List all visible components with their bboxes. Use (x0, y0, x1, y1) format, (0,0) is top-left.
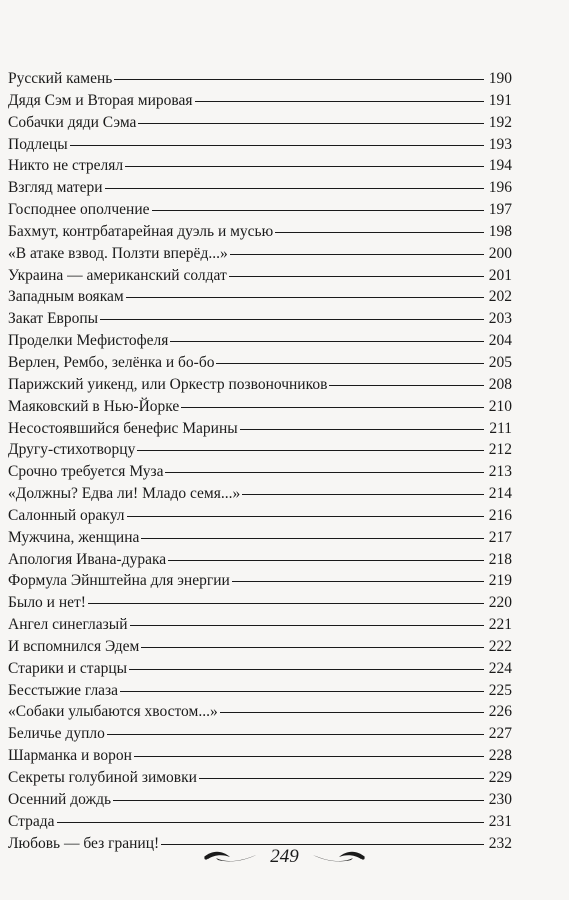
toc-entry-page: 213 (488, 463, 512, 481)
toc-entry-title: Взгляд матери (8, 179, 103, 197)
toc-entry-title: Салонный оракул (8, 506, 125, 524)
toc-leader-line (137, 450, 484, 451)
toc-entry-page: 220 (488, 594, 512, 612)
toc-leader-line (161, 844, 484, 845)
toc-leader-line (134, 756, 484, 757)
toc-leader-line (199, 778, 484, 779)
toc-entry-title: Осенний дождь (8, 790, 112, 808)
toc-entry[interactable] (8, 90, 512, 112)
toc-entry-title: Подлецы (8, 135, 68, 153)
toc-entry-page: 224 (488, 659, 512, 677)
toc-leader-line (127, 516, 484, 517)
toc-leader-line (230, 254, 484, 255)
toc-leader-line (329, 385, 484, 386)
toc-entry-title: Русский камень (8, 70, 113, 87)
toc-entry-title: Секреты голубиной зимовки (8, 769, 197, 786)
toc-leader-line (138, 123, 484, 124)
toc-leader-line (240, 429, 484, 430)
toc-entry-page: 211 (489, 419, 512, 437)
toc-entry[interactable] (8, 374, 512, 396)
toc-entry-page: 196 (488, 179, 512, 197)
toc-entry-title: Несостоявшийся бенефис Марины (8, 419, 238, 437)
toc-entry-page: 217 (488, 528, 512, 546)
toc-entry[interactable] (8, 680, 512, 702)
toc-entry-page: 226 (488, 703, 512, 721)
toc-leader-line (152, 210, 485, 211)
toc-entry[interactable] (8, 418, 512, 440)
toc-entry-title: Проделки Мефистофеля (8, 332, 169, 350)
toc-entry[interactable] (8, 286, 512, 308)
toc-entry[interactable] (8, 199, 512, 221)
toc-entry-title: Ангел синеглазый (8, 616, 128, 634)
toc-entry-page: 216 (488, 506, 512, 524)
ornament-right-icon (309, 849, 367, 865)
toc-leader-line (195, 101, 484, 102)
toc-entry-page: 200 (488, 244, 512, 262)
page-number: 249 (270, 846, 299, 867)
toc-entry-title: Бахмут, контрбатарейная дуэль и мусью (8, 222, 274, 240)
toc-entry[interactable] (8, 483, 512, 505)
toc-entry[interactable] (8, 439, 512, 461)
toc-entry-page: 230 (488, 790, 512, 808)
toc-entry[interactable] (8, 396, 512, 418)
toc-entry-page: 210 (488, 397, 512, 415)
toc-leader-line (168, 560, 484, 561)
toc-leader-line (125, 166, 484, 167)
toc-entry-page: 205 (488, 353, 512, 371)
toc-entry-page: 201 (488, 266, 512, 284)
toc-entry-page: 212 (488, 441, 512, 459)
toc-leader-line (130, 625, 485, 626)
toc-entry[interactable] (8, 811, 512, 833)
toc-leader-line (57, 822, 485, 823)
toc-entry-title: Было и нет! (8, 594, 86, 612)
ornament-left-icon (202, 849, 260, 865)
toc-leader-line (141, 538, 484, 539)
page-footer (0, 846, 569, 868)
toc-leader-line (113, 800, 484, 801)
toc-leader-line (70, 145, 484, 146)
toc-entry-title: Старики и старцы (8, 659, 128, 677)
toc-entry[interactable] (8, 134, 512, 156)
toc-entry-title: Верлен, Рембо, зелёнка и бо-бо (8, 353, 215, 371)
toc-entry-page: 231 (488, 812, 512, 830)
toc-entry[interactable] (8, 723, 512, 745)
toc-entry-title: Срочно требуется Муза (8, 463, 164, 481)
toc-entry[interactable] (8, 658, 512, 680)
toc-leader-line (105, 188, 484, 189)
toc-entry[interactable] (8, 221, 512, 243)
toc-entry[interactable] (8, 330, 512, 352)
toc-leader-line (275, 232, 484, 233)
toc-entry[interactable] (8, 549, 512, 571)
toc-entry[interactable] (8, 461, 512, 483)
toc-entry-page: 204 (488, 332, 512, 350)
toc-entry[interactable] (8, 243, 512, 265)
toc-entry-title: Западным воякам (8, 288, 124, 306)
toc-entry-page: 227 (488, 725, 512, 743)
toc-entry[interactable] (8, 745, 512, 767)
toc-entry-title: Собачки дяди Сэма (8, 113, 137, 131)
toc-entry-page: 225 (488, 681, 512, 699)
toc-entry[interactable] (8, 570, 512, 592)
toc-entry-page: 194 (488, 157, 512, 175)
toc-entry[interactable] (8, 636, 512, 658)
toc-entry-page: 191 (488, 91, 512, 109)
toc-entry[interactable] (8, 177, 512, 199)
toc-entry-title: «Собаки улыбаются хвостом...» (8, 703, 218, 721)
toc-entry-page: 218 (488, 550, 512, 568)
toc-entry[interactable] (8, 614, 512, 636)
toc-leader-line (216, 363, 484, 364)
toc-leader-line (220, 712, 484, 713)
toc-entry-page: 190 (488, 70, 512, 87)
toc-entry-title: Любовь — без границ! (8, 834, 160, 852)
toc-entry-title: Никто не стрелял (8, 157, 124, 175)
toc-entry-page: 193 (488, 135, 512, 153)
toc-entry-page: 222 (488, 637, 512, 655)
toc-leader-line (141, 647, 484, 648)
toc-entry-page: 198 (488, 222, 512, 240)
toc-entry-title: Закат Европы (8, 310, 99, 328)
toc-entry-page: 214 (488, 485, 512, 503)
toc-entry[interactable] (8, 265, 512, 287)
toc-entry-page: 232 (488, 834, 512, 852)
toc-leader-line (114, 79, 484, 80)
toc-entry-page: 197 (488, 201, 512, 219)
toc-entry[interactable] (8, 701, 512, 723)
toc-entry-title: Парижский уикенд, или Оркестр позвоночников (8, 375, 328, 393)
toc-leader-line (129, 669, 484, 670)
toc-entry-title: Апология Ивана-дурака (8, 550, 167, 568)
toc-entry-title: Господнее ополчение (8, 201, 150, 219)
toc-entry-page: 229 (488, 769, 512, 786)
table-of-contents (8, 68, 512, 854)
toc-entry[interactable] (8, 527, 512, 549)
toc-entry-page: 192 (488, 113, 512, 131)
toc-leader-line (126, 297, 484, 298)
toc-leader-line (170, 341, 484, 342)
toc-entry[interactable] (8, 352, 512, 374)
toc-entry[interactable] (8, 592, 512, 614)
toc-entry-title: Бесстыжие глаза (8, 681, 119, 699)
toc-entry-title: «Должны? Едва ли! Младо семя...» (8, 485, 241, 503)
toc-leader-line (165, 472, 484, 473)
toc-entry[interactable] (8, 505, 512, 527)
toc-leader-line (232, 581, 484, 582)
toc-entry-page: 202 (488, 288, 512, 306)
toc-leader-line (107, 734, 484, 735)
toc-entry-title: Мужчина, женщина (8, 528, 140, 546)
toc-entry-page: 208 (488, 375, 512, 393)
toc-entry-title: Украина — американский солдат (8, 266, 227, 284)
toc-leader-line (120, 691, 484, 692)
toc-entry-title: «В атаке взвод. Ползти вперёд...» (8, 244, 228, 262)
toc-entry-page: 221 (488, 616, 512, 634)
toc-entry[interactable] (8, 112, 512, 134)
toc-entry-title: Формула Эйнштейна для энергии (8, 572, 230, 590)
toc-entry-page: 203 (488, 310, 512, 328)
toc-leader-line (88, 603, 484, 604)
toc-entry-title: Другу-стихотворцу (8, 441, 136, 459)
toc-leader-line (242, 494, 484, 495)
toc-entry[interactable] (8, 308, 512, 330)
toc-entry-title: Шарманка и ворон (8, 747, 132, 765)
toc-entry[interactable] (8, 155, 512, 177)
toc-leader-line (181, 407, 484, 408)
toc-entry-page: 228 (488, 747, 512, 765)
toc-leader-line (229, 276, 484, 277)
toc-entry-title: Маяковский в Нью-Йорке (8, 397, 180, 415)
toc-entry-title: Страда (8, 812, 55, 830)
toc-entry-title: И вспомнился Эдем (8, 637, 140, 655)
toc-entry-title: Беличье дупло (8, 725, 105, 743)
toc-entry[interactable] (8, 68, 512, 90)
toc-entry[interactable] (8, 789, 512, 811)
toc-entry[interactable] (8, 767, 512, 789)
toc-leader-line (100, 319, 484, 320)
toc-entry-title: Дядя Сэм и Вторая мировая (8, 91, 193, 109)
toc-entry-page: 219 (488, 572, 512, 590)
